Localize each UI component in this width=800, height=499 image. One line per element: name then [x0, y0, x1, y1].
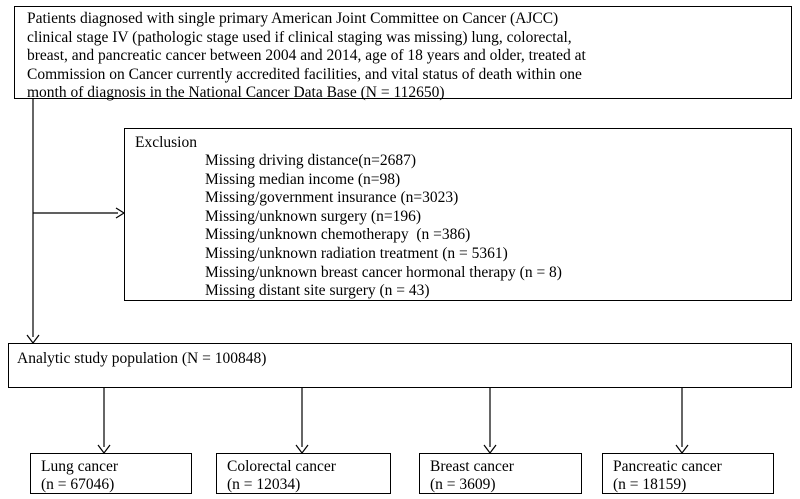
subgroup-name: Pancreatic cancer [613, 458, 722, 475]
subgroup-colorectal-box [216, 453, 391, 494]
inclusion-criteria-box [14, 6, 792, 102]
exclusion-item: Missing/unknown chemotherapy (n =386) [205, 226, 471, 244]
exclusion-list [205, 152, 562, 301]
subgroup-name: Lung cancer [41, 458, 119, 475]
subgroup-pancreatic-box [602, 453, 774, 494]
inclusion-line: Patients diagnosed with single primary American Joint Committee on Cancer (AJCC) [27, 10, 559, 27]
analytic-population-box [8, 343, 792, 388]
exclusion-item: Missing driving distance(n=2687) [205, 152, 417, 169]
exclusion-item: Missing/unknown radiation treatment (n = 5361) [205, 244, 508, 262]
exclusion-title: Exclusion [135, 134, 197, 151]
subgroup-name: Breast cancer [430, 458, 514, 475]
inclusion-line: breast, and pancreatic cancer between 2004 and 2014, age of 18 years and older, treated at [27, 47, 586, 65]
population-label: Analytic study population (N = 100848) [17, 350, 267, 367]
subgroup-count: (n = 18159) [613, 476, 687, 493]
subgroup-lung-box [30, 453, 192, 494]
subgroup-count: (n = 12034) [227, 476, 301, 493]
exclusion-item: Missing/unknown breast cancer hormonal therapy (n = 8) [205, 263, 562, 281]
exclusion-box [124, 128, 792, 301]
subgroup-count: (n = 3609) [430, 476, 496, 493]
inclusion-line: Commission on Cancer currently accredited facilities, and vital status of death within one [27, 65, 582, 83]
exclusion-item: Missing distant site surgery (n = 43) [205, 282, 430, 300]
subgroup-name: Colorectal cancer [227, 458, 336, 475]
subgroup-breast-box [419, 453, 582, 494]
exclusion-item: Missing median income (n=98) [205, 170, 401, 188]
subgroup-count: (n = 67046) [41, 476, 115, 493]
inclusion-line: month of diagnosis in the National Cancer Data Base (N = 112650) [27, 84, 445, 102]
exclusion-item: Missing/unknown surgery (n=196) [205, 207, 421, 225]
inclusion-line: clinical stage IV (pathologic stage used if clinical staging was missing) lung, colorectal, [27, 28, 572, 46]
exclusion-item: Missing/government insurance (n=3023) [205, 189, 459, 207]
